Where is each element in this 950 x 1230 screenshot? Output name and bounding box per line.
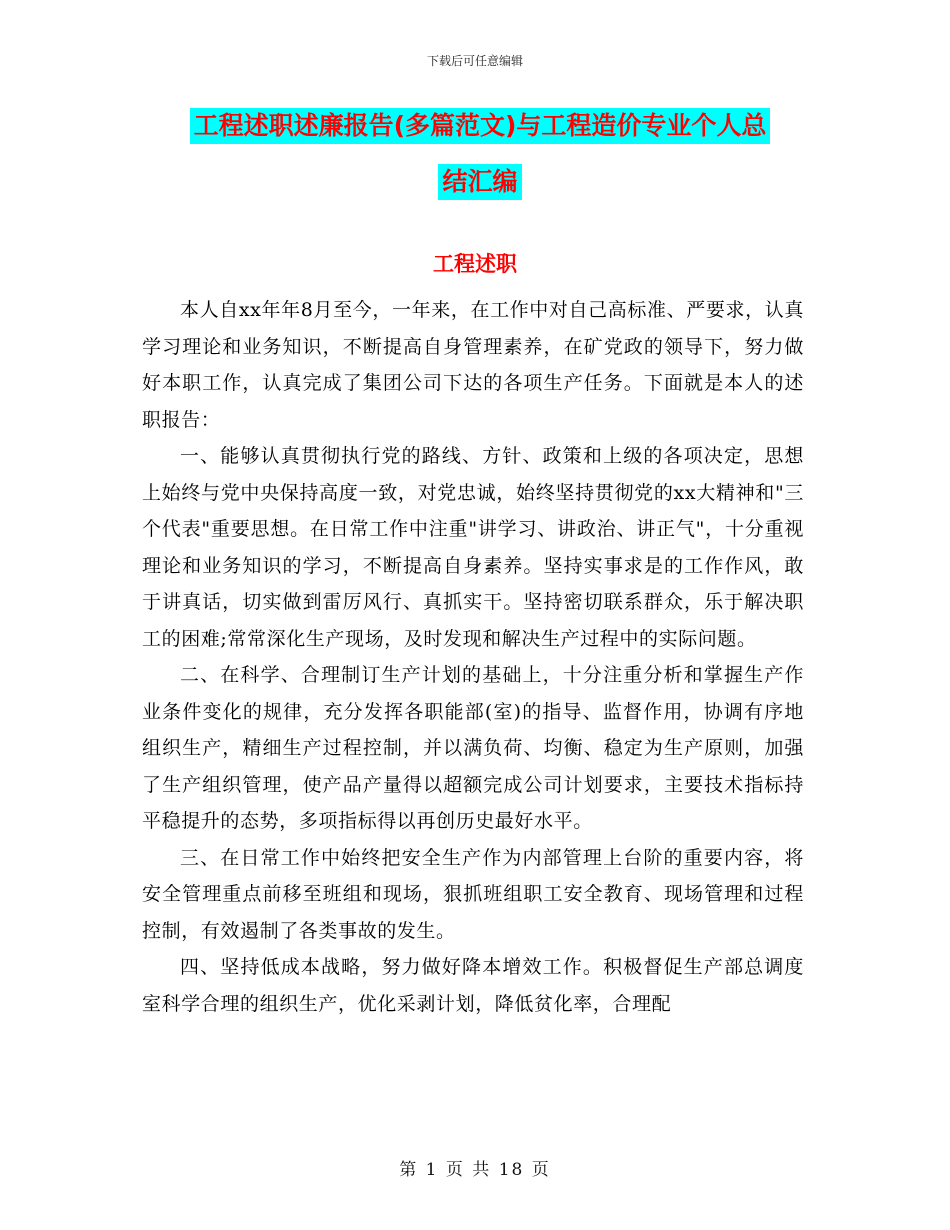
document-title-line-2: 结汇编: [438, 164, 521, 200]
paragraph-3: 三、在日常工作中始终把安全生产作为内部管理上台阶的重要内容，将安全管理重点前移至班组和现场，狠抓班组职工安全教育、现场管理和过程控制，有效遏制了各类事故的发生。: [142, 846, 804, 942]
paragraph-intro: 本人自xx年年8月至今，一年来，在工作中对自己高标准、严要求，认真学习理论和业务知识，不断提高自身管理素养，在矿党政的领导下，努力做好本职工作，认真完成了集团公司下达的各项生产任务。下面就是本人的述职报告：: [142, 299, 804, 431]
paragraph-1: 一、能够认真贯彻执行党的路线、方针、政策和上级的各项决定，思想上始终与党中央保持高度一致，对党忠诚，始终坚持贯彻党的xx大精神和"三个代表"重要思想。在日常工作中注重"讲学习、讲政治、讲正气"，十分重视理论和业务知识的学习，不断提高自身素养。坚持实事求是的工作作风，敢于讲真话，切实做到雷厉风行、真抓实干。坚持密切联系群众，乐于解决职工的困难;常常深化生产现场，及时发现和解决生产过程中的实际问题。: [142, 445, 804, 650]
paragraph-2: 二、在科学、合理制订生产计划的基础上，十分注重分析和掌握生产作业条件变化的规律，充分发挥各职能部(室)的指导、监督作用，协调有序地组织生产，精细生产过程控制，并以满负荷、均衡、稳定为生产原则，加强了生产组织管理，使产品产量得以超额完成公司计划要求，主要技术指标持平稳提升的态势，多项指标得以再创历史最好水平。: [142, 664, 804, 832]
section-heading: 工程述职: [433, 252, 517, 276]
document-title: [140, 108, 820, 220]
paragraph-4: 四、坚持低成本战略，努力做好降本增效工作。积极督促生产部总调度室科学合理的组织生产，优化采剥计划，降低贫化率，合理配: [142, 956, 804, 1015]
document-title-line-1: 工程述职述廉报告(多篇范文)与工程造价专业个人总: [190, 108, 771, 144]
page-number-footer: 第 1 页 共 18 页: [399, 1160, 551, 1180]
document-body: [142, 292, 804, 1022]
page-header-note: 下载后可任意编辑: [426, 54, 523, 68]
